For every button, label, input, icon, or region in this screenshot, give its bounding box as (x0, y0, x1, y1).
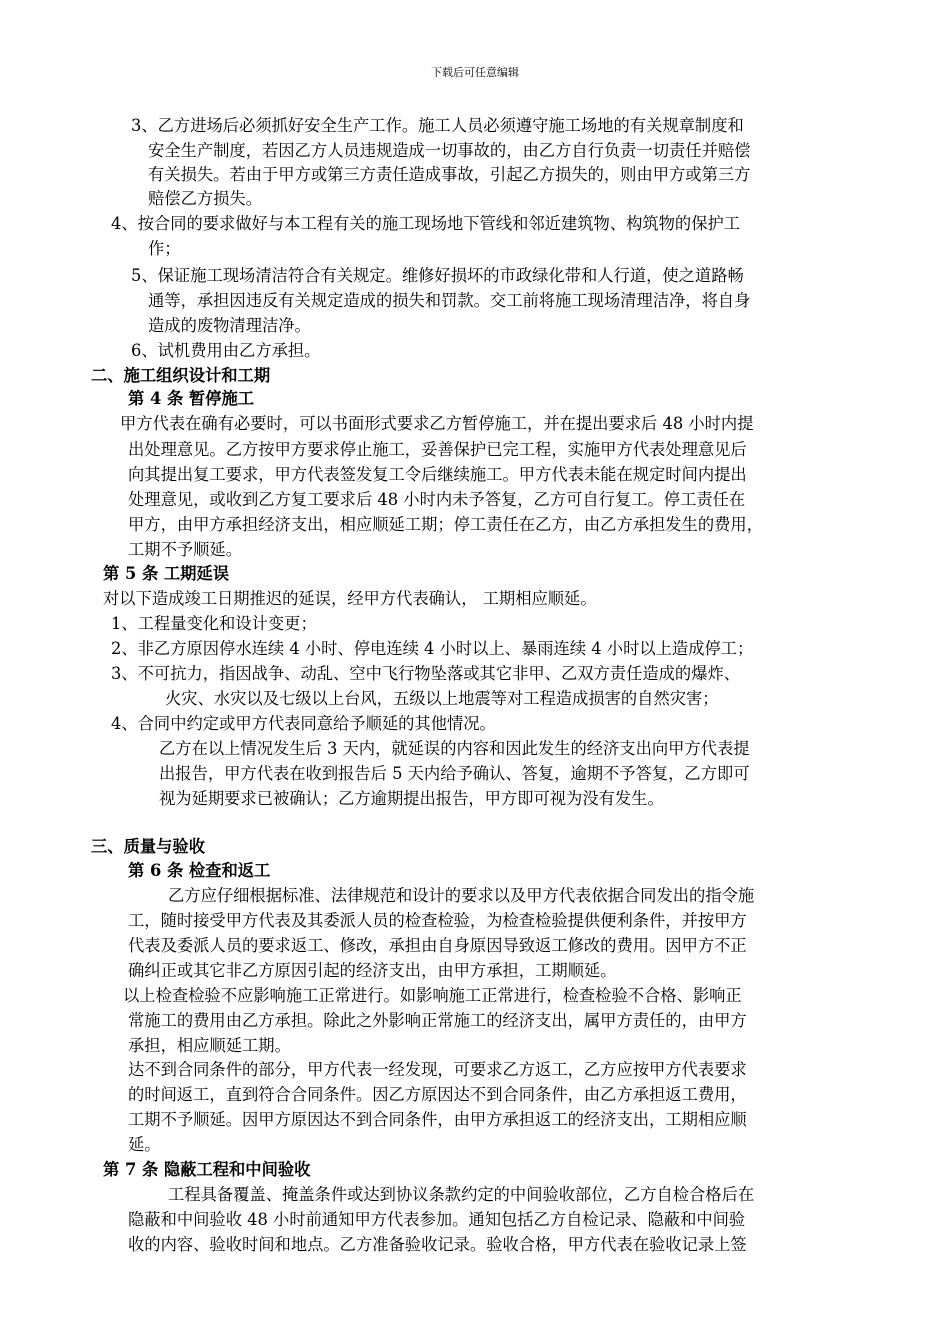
section-heading: 二、施工组织设计和工期 (91, 366, 271, 385)
text-line: 以上检查检验不应影响施工正常进行。如影响施工正常进行，检查检验不合格、影响正 (123, 986, 742, 1005)
text-line: 3、不可抗力，指因战争、动乱、空中飞行物坠落或其它非甲、乙双方责任造成的爆炸、 (111, 664, 741, 683)
text-line: 向其提出复工要求，甲方代表签发复工令后继续施工。甲方代表未能在规定时间内提出 (128, 465, 747, 484)
text-line: 出报告，甲方代表在收到报告后 5 天内给予确认、答复，逾期不予答复，乙方即可 (159, 764, 750, 783)
text-line: 作； (148, 239, 181, 258)
article-heading: 第 4 条 暂停施工 (128, 389, 255, 408)
text-line: 隐蔽和中间验收 48 小时前通知甲方代表参加。通知包括乙方自检记录、隐蔽和中间验 (128, 1210, 746, 1229)
section-heading: 三、质量与验收 (91, 837, 205, 856)
text-line: 乙方应仔细根据标准、法律规范和设计的要求以及甲方代表依据合同发出的指令施 (168, 886, 755, 905)
text-line: 处理意见，或收到乙方复工要求后 48 小时内未予答复，乙方可自行复工。停工责任在 (128, 490, 746, 509)
text-line: 5、保证施工现场清洁符合有关规定。维修好损坏的市政绿化带和人行道，使之道路畅 (131, 266, 744, 285)
text-line: 常施工的费用由乙方承担。除此之外影响正常施工的经济支出，属甲方责任的，由甲方 (128, 1011, 747, 1030)
text-line: 甲方，由甲方承担经济支出，相应顺延工期；停工责任在乙方，由乙方承担发生的费用， (128, 515, 763, 534)
text-line: 造成的废物清理洁净。 (148, 316, 311, 335)
text-line: 4、合同中约定或甲方代表同意给予顺延的其他情况。 (111, 714, 496, 733)
text-line: 6、试机费用由乙方承担。 (131, 341, 321, 360)
text-line: 4、按合同的要求做好与本工程有关的施工现场地下管线和邻近建筑物、构筑物的保护工 (111, 214, 741, 233)
text-line: 代表及委派人员的要求返工、修改，承担由自身原因导致返工修改的费用。因甲方不正 (128, 936, 747, 955)
text-line: 有关损失。若由于甲方或第三方责任造成事故，引起乙方损失的，则由甲方或第三方 (148, 165, 751, 184)
text-line: 通等，承担因违反有关规定造成的损失和罚款。交工前将施工现场清理洁净，将自身 (148, 291, 751, 310)
article-heading: 第 5 条 工期延误 (103, 564, 230, 583)
text-line: 视为延期要求已被确认；乙方逾期提出报告，甲方即可视为没有发生。 (159, 789, 664, 808)
text-line: 工期不予顺延。因甲方原因达不到合同条件，由甲方承担返工的经济支出，工期相应顺 (128, 1110, 747, 1129)
text-line: 对以下造成竣工日期推迟的延误，经甲方代表确认， 工期相应顺延。 (103, 589, 597, 608)
text-line: 的时间返工，直到符合合同条件。因乙方原因达不到合同条件，由乙方承担返工费用， (128, 1085, 747, 1104)
text-line: 2、非乙方原因停水连续 4 小时、停电连续 4 小时以上、暴雨连续 4 小时以上造成停工； (111, 639, 754, 658)
text-line: 出处理意见。乙方按甲方要求停止施工，妥善保护已完工程，实施甲方代表处理意见后 (128, 440, 747, 459)
page-header: 下载后可任意编辑 (431, 66, 519, 79)
text-line: 收的内容、验收时间和地点。乙方准备验收记录。验收合格，甲方代表在验收记录上签 (128, 1235, 747, 1254)
text-line: 工期不予顺延。 (128, 540, 242, 559)
text-line: 延。 (128, 1135, 161, 1154)
article-heading: 第 7 条 隐蔽工程和中间验收 (103, 1160, 311, 1179)
text-line: 达不到合同条件的部分，甲方代表一经发现，可要求乙方返工，乙方应按甲方代表要求 (128, 1060, 747, 1079)
text-line: 甲方代表在确有必要时，可以书面形式要求乙方暂停施工，并在提出要求后 48 小时内提 (120, 414, 754, 433)
text-line: 工，随时接受甲方代表及其委派人员的检查检验，为检查检验提供便利条件，并按甲方 (128, 911, 747, 930)
text-line: 赔偿乙方损失。 (148, 189, 262, 208)
text-line: 安全生产制度，若因乙方人员违规造成一切事故的，由乙方自行负责一切责任并赔偿 (148, 141, 751, 160)
text-line: 火灾、水灾以及七级以上台风，五级以上地震等对工程造成损害的自然灾害； (165, 689, 719, 708)
text-line: 工程具备覆盖、掩盖条件或达到协议条款约定的中间验收部位，乙方自检合格后在 (168, 1185, 755, 1204)
text-line: 确纠正或其它非乙方原因引起的经济支出，由甲方承担，工期顺延。 (128, 961, 617, 980)
text-line: 乙方在以上情况发生后 3 天内，就延误的内容和因此发生的经济支出向甲方代表提 (159, 739, 750, 758)
text-line: 1、工程量变化和设计变更； (111, 614, 317, 633)
article-heading: 第 6 条 检查和返工 (128, 861, 271, 880)
text-line: 3、乙方进场后必须抓好安全生产工作。施工人员必须遵守施工场地的有关规章制度和 (131, 116, 744, 135)
text-line: 承担，相应顺延工期。 (128, 1036, 291, 1055)
